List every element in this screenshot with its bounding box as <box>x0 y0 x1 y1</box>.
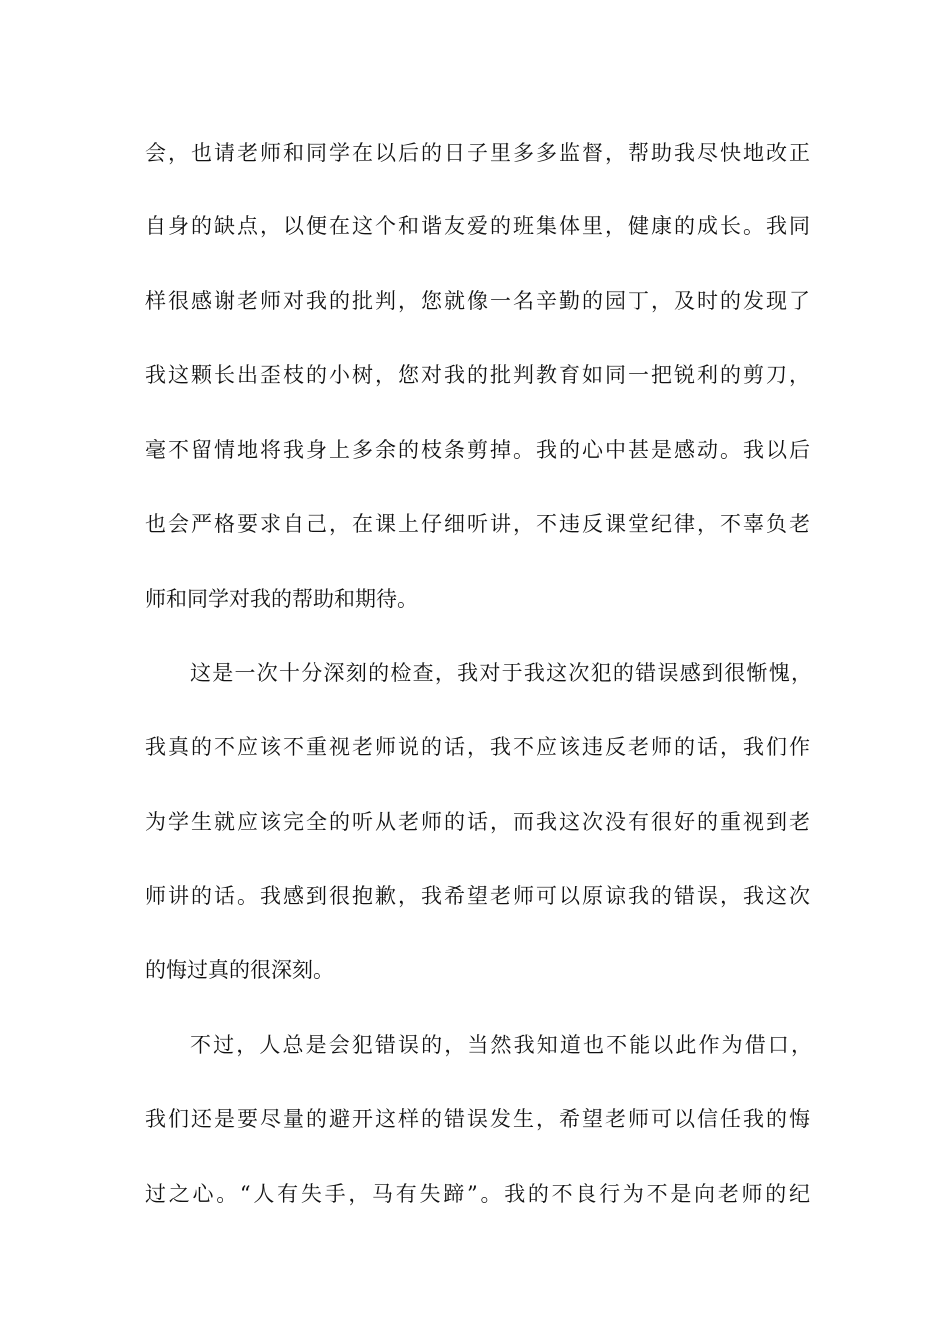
text-line: 毫不留情地将我身上多余的枝条剪掉。我的心中甚是感动。我以后 <box>145 438 810 462</box>
text-line: 为学生就应该完全的听从老师的话，而我这次没有很好的重视到老 <box>145 810 810 834</box>
text-line: 也会严格要求自己，在课上仔细听讲，不违反课堂纪律，不辜负老 <box>145 512 810 536</box>
text-line: 的悔过真的很深刻。 <box>145 958 334 982</box>
text-line: 样很感谢老师对我的批判，您就像一名辛勤的园丁，及时的发现了 <box>145 289 810 313</box>
text-line: 这是一次十分深刻的检查，我对于我这次犯的错误感到很惭愧， <box>190 661 812 685</box>
text-line: 我们还是要尽量的避开这样的错误发生，希望老师可以信任我的悔 <box>145 1107 810 1131</box>
text-line: 师和同学对我的帮助和期待。 <box>145 587 418 611</box>
text-line: 会，也请老师和同学在以后的日子里多多监督，帮助我尽快地改正 <box>145 141 810 165</box>
text-line: 师讲的话。我感到很抱歉，我希望老师可以原谅我的错误，我这次 <box>145 884 810 908</box>
text-line: 过之心。“人有失手，马有失蹄”。我的不良行为不是向老师的纪 <box>145 1182 810 1206</box>
text-line: 自身的缺点，以便在这个和谐友爱的班集体里，健康的成长。我同 <box>145 214 810 238</box>
text-line: 我这颗长出歪枝的小树，您对我的批判教育如同一把锐利的剪刀， <box>145 363 810 387</box>
text-line: 我真的不应该不重视老师说的话，我不应该违反老师的话，我们作 <box>145 735 810 759</box>
text-line: 不过，人总是会犯错误的，当然我知道也不能以此作为借口， <box>190 1033 812 1057</box>
